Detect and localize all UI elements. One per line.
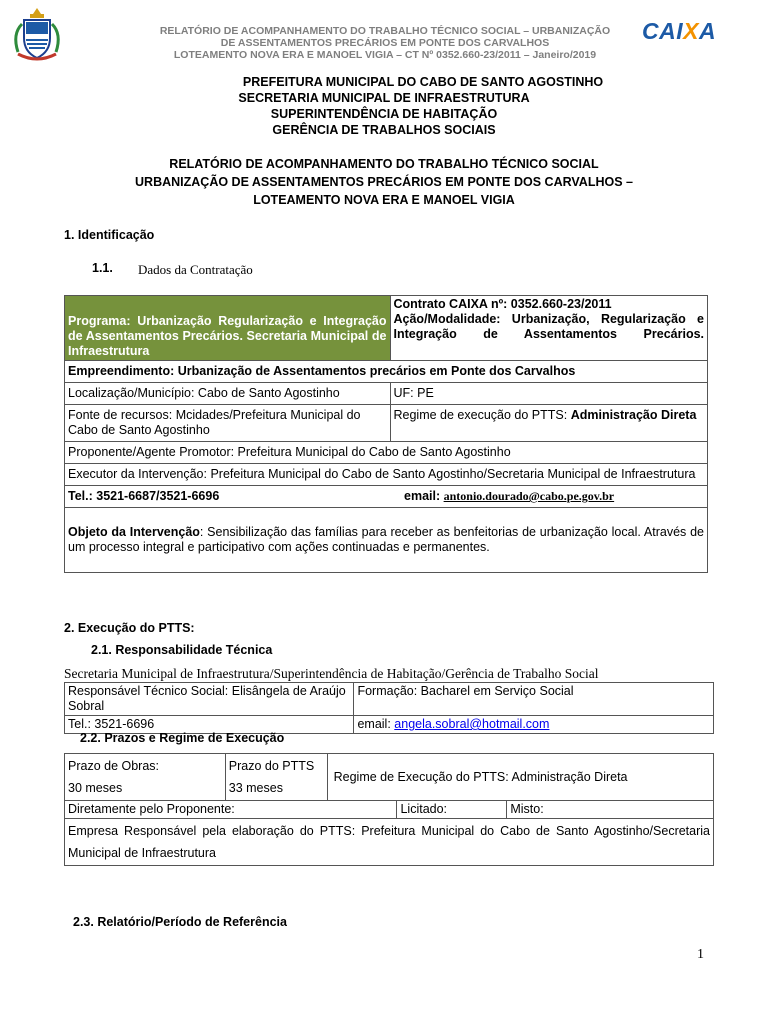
header-line-3: LOTEAMENTO NOVA ERA E MANOEL VIGIA – CT Nº 0352.660-23/2011 – Janeiro/2019	[173, 49, 597, 61]
table-row	[65, 361, 708, 383]
diretamente-cell: Diretamente pelo Proponente:	[65, 801, 397, 819]
regime-cell	[390, 405, 708, 442]
acao-text: Ação/Modalidade: Urbanização, Regularização e Integração de Assentamentos Precários.	[393, 312, 704, 341]
email-link[interactable]: antonio.dourado@cabo.pe.gov.br	[443, 489, 615, 503]
formacao-cell: Formação: Bacharel em Serviço Social	[354, 683, 714, 716]
fonte-cell: Fonte de recursos: Mcidades/Prefeitura Municipal do Cabo de Santo Agostinho	[65, 405, 391, 442]
objeto-label: Objeto da Intervenção	[68, 525, 200, 539]
executor-cell: Executor da Intervenção: Prefeitura Municipal do Cabo de Santo Agostinho/Secretaria Municipal de Infraestrutura	[65, 464, 708, 486]
section-1-1-number: 1.1.	[92, 261, 113, 275]
prazo-ptts-cell	[225, 754, 327, 801]
prazo-obras-value: 30 meses	[68, 781, 123, 795]
section-2-2-heading: 2.2. Prazos e Regime de Execução	[80, 731, 285, 745]
email-cell	[354, 716, 714, 734]
uf-cell: UF: PE	[390, 383, 708, 405]
email-label: email:	[357, 717, 395, 731]
contact-cell	[65, 486, 708, 508]
section-2-1-heading: 2.1. Responsabilidade Técnica	[91, 643, 273, 657]
org-line-3: SUPERINTENDÊNCIA DE HABITAÇÃO	[270, 107, 498, 121]
section-1-heading: 1. Identificação	[64, 228, 155, 242]
table-row	[65, 486, 708, 508]
licitado-cell: Licitado:	[397, 801, 507, 819]
prazo-obras-cell	[65, 754, 226, 801]
table-row	[65, 801, 714, 819]
table-row	[65, 442, 708, 464]
org-line-2: SECRETARIA MUNICIPAL DE INFRAESTRUTURA	[238, 91, 530, 105]
prazo-obras-label: Prazo de Obras:	[68, 759, 160, 773]
page-number: 1	[697, 947, 704, 962]
empresa-cell: Empresa Responsável pela elaboração do PTTS: Prefeitura Municipal do Cabo de Santo Agostinho/Secretaria Municipal de Infraestrutura	[65, 819, 714, 866]
table-row	[65, 383, 708, 405]
caixa-logo	[642, 18, 716, 45]
municipal-crest-logo	[8, 6, 66, 64]
report-title-line-3: LOTEAMENTO NOVA ERA E MANOEL VIGIA	[253, 193, 515, 207]
proponente-cell: Proponente/Agente Promotor: Prefeitura Municipal do Cabo de Santo Agostinho	[65, 442, 708, 464]
responsavel-cell: Responsável Técnico Social: Elisângela de Araújo Sobral	[65, 683, 354, 716]
report-title-line-2: URBANIZAÇÃO DE ASSENTAMENTOS PRECÁRIOS EM PONTE DOS CARVALHOS –	[135, 175, 633, 189]
report-title-line-1: RELATÓRIO DE ACOMPANHAMENTO DO TRABALHO TÉCNICO SOCIAL	[169, 157, 599, 171]
misto-cell: Misto:	[507, 801, 714, 819]
table-row	[65, 296, 708, 361]
table-row	[65, 683, 714, 716]
tel-text: Tel.: 3521-6687/3521-6696	[68, 489, 220, 503]
regime-cell: Regime de Execução do PTTS: Administração Direta	[327, 754, 713, 801]
table-row	[65, 464, 708, 486]
section-2-heading: 2. Execução do PTTS:	[64, 621, 195, 635]
header-line-2: DE ASSENTAMENTOS PRECÁRIOS EM PONTE DOS CARVALHOS	[220, 37, 550, 49]
table-row	[65, 819, 714, 866]
deadlines-table	[64, 753, 714, 866]
contract-data-table	[64, 295, 708, 573]
programa-cell: Programa: Urbanização Regularização e Integração de Assentamentos Precários. Secretaria Municipal de Infraestrutura	[65, 296, 391, 361]
section-2-1-text: Secretaria Municipal de Infraestrutura/Superintendência de Habitação/Gerência de Trabalho Social	[64, 666, 599, 681]
caixa-logo-part-a: CAI	[642, 18, 684, 44]
localizacao-cell: Localização/Município: Cabo de Santo Agostinho	[65, 383, 391, 405]
empreendimento-cell: Empreendimento: Urbanização de Assentamentos precários em Ponte dos Carvalhos	[65, 361, 708, 383]
technical-responsibility-table	[64, 682, 714, 734]
contrato-cell	[390, 296, 708, 361]
caixa-logo-x: X	[683, 18, 699, 44]
table-row	[65, 508, 708, 573]
table-row	[65, 405, 708, 442]
section-1-1-label: Dados da Contratação	[138, 262, 253, 277]
org-line-4: GERÊNCIA DE TRABALHOS SOCIAIS	[272, 123, 496, 137]
org-line-1: PREFEITURA MUNICIPAL DO CABO DE SANTO AGOSTINHO	[242, 75, 604, 89]
objeto-cell	[65, 508, 708, 573]
contrato-text: Contrato CAIXA nº: 0352.660-23/2011	[393, 297, 612, 311]
table-row	[65, 754, 714, 801]
header-line-1: RELATÓRIO DE ACOMPANHAMENTO DO TRABALHO TÉCNICO SOCIAL – URBANIZAÇÃO	[159, 25, 611, 37]
regime-value: Administração Direta	[570, 408, 697, 422]
regime-label: Regime de execução do PTTS:	[393, 408, 571, 422]
caixa-logo-part-c: A	[698, 18, 717, 44]
objeto-text: : Sensibilização das famílias para receber as benfeitorias de urbanização local. Através de um processo integral e participativo com ações continuadas e permanentes.	[68, 525, 705, 554]
email-label: email:	[404, 489, 444, 503]
section-2-3-heading: 2.3. Relatório/Período de Referência	[73, 915, 287, 929]
prazo-ptts-value: 33 meses	[228, 781, 283, 795]
email-link[interactable]: angela.sobral@hotmail.com	[394, 717, 550, 731]
tel-cell: Tel.: 3521-6696	[65, 716, 354, 734]
prazo-ptts-label: Prazo do PTTS	[228, 759, 315, 773]
